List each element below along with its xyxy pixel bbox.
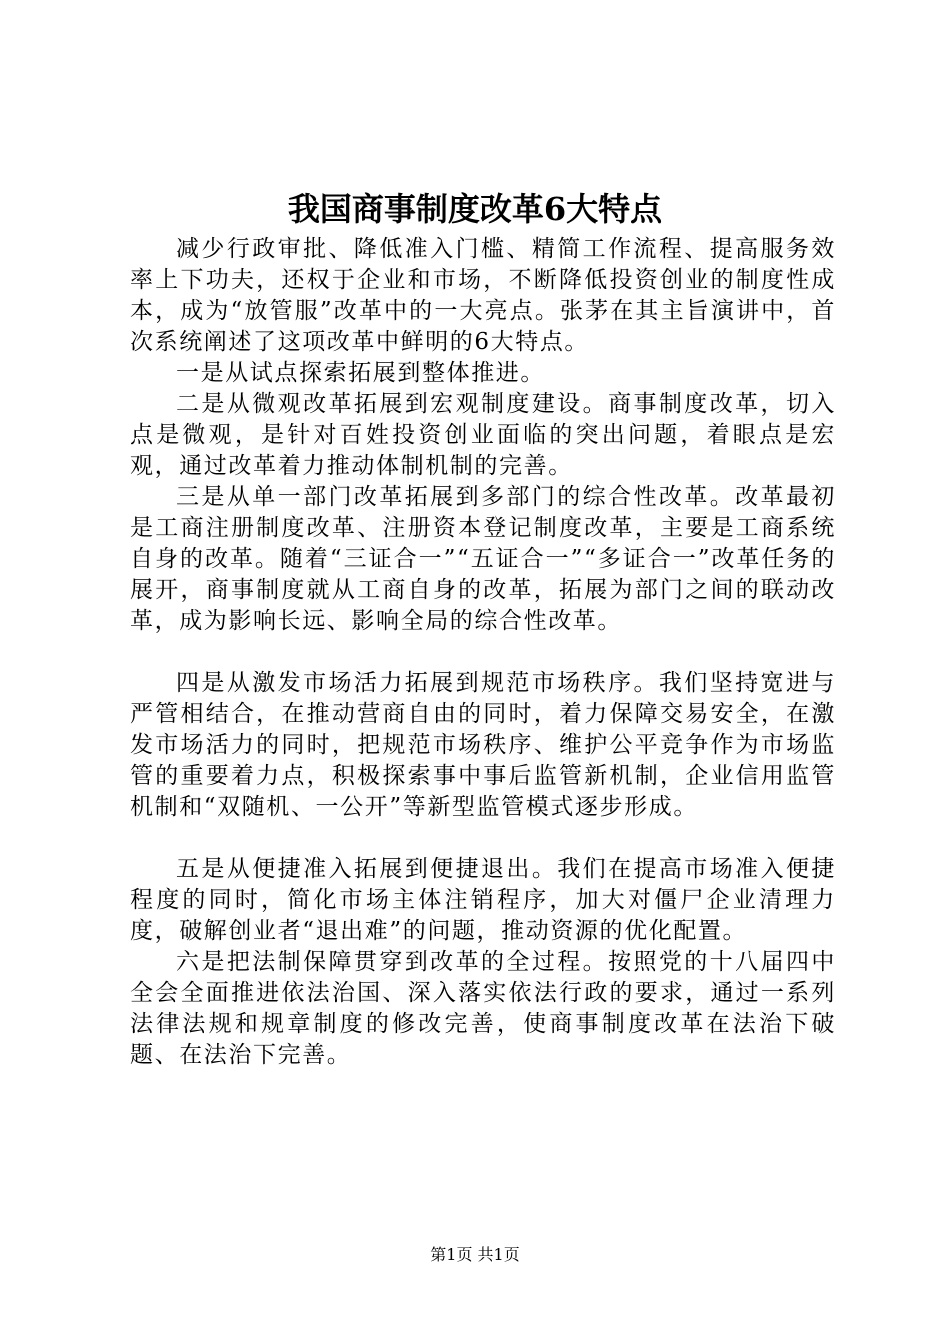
document-title: 我国商事制度改革6大特点	[287, 190, 663, 228]
paragraph-point-5: 五是从便捷准入拓展到便捷退出。我们在提高市场准入便捷程度的同时，简化市场主体注销程序，加大对僵尸企业清理力度，破解创业者“退出难”的问题，推动资源的优化配置。	[130, 856, 836, 944]
paragraph-point-3: 三是从单一部门改革拓展到多部门的综合性改革。改革最初是工商注册制度改革、注册资本登记制度改革，主要是工商系统自身的改革。随着“三证合一”“五证合一”“多证合一”改革任务的展开，商事制度就从工商自身的改革，拓展为部门之间的联动改革，成为影响长远、影响全局的综合性改革。	[130, 484, 836, 634]
paragraph-intro: 减少行政审批、降低准入门槛、精简工作流程、提高服务效率上下功夫，还权于企业和市场，不断降低投资创业的制度性成本，成为“放管服”改革中的一大亮点。张茅在其主旨演讲中，首次系统阐述了这项改革中鲜明的6大特点。	[130, 236, 836, 355]
paragraph-point-6: 六是把法制保障贯穿到改革的全过程。按照党的十八届四中全会全面推进依法治国、深入落实依法行政的要求，通过一系列法律法规和规章制度的修改完善，使商事制度改革在法治下破题、在法治下完善。	[130, 949, 836, 1068]
paragraph-point-1: 一是从试点探索拓展到整体推进。	[176, 360, 545, 386]
page-footer: 第1页 共1页	[430, 1245, 520, 1264]
paragraph-point-4: 四是从激发市场活力拓展到规范市场秩序。我们坚持宽进与严管相结合，在推动营商自由的同时，着力保障交易安全，在激发市场活力的同时，把规范市场秩序、维护公平竞争作为市场监管的重要着力点，积极探索事中事后监管新机制，企业信用监管机制和“双随机、一公开”等新型监管模式逐步形成。	[130, 670, 836, 820]
paragraph-point-2: 二是从微观改革拓展到宏观制度建设。商事制度改革，切入点是微观，是针对百姓投资创业面临的突出问题，着眼点是宏观，通过改革着力推动体制机制的完善。	[130, 391, 836, 479]
document-body	[130, 234, 836, 1071]
